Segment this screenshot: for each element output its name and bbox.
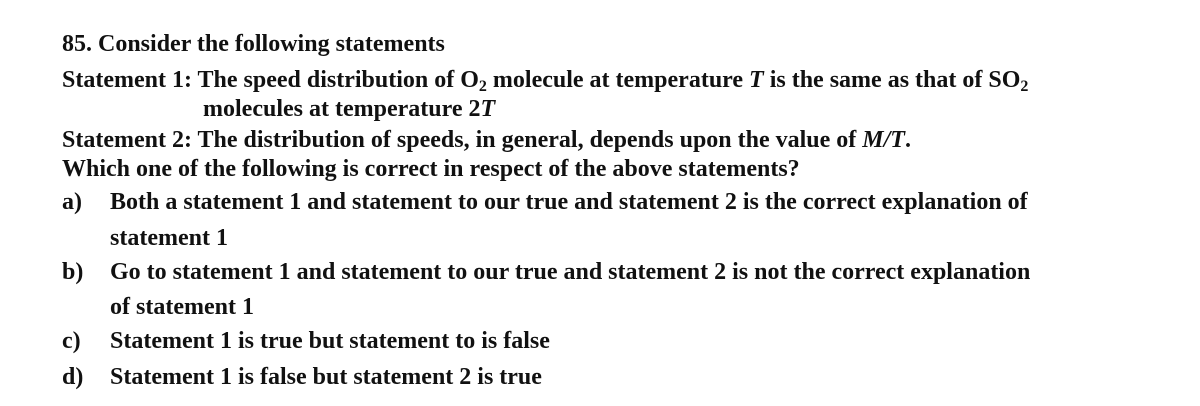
option-b-text: Go to statement 1 and statement to our true and statement 2 is not the correct explanation [110,259,1031,285]
option-a-text: Both a statement 1 and statement to our true and statement 2 is the correct explanation of [110,189,1028,215]
statement-1-cont-text: molecules at temperature 2 [203,96,481,122]
option-a-letter: a) [62,189,82,215]
option-c-letter: c) [62,328,81,354]
statement-1-text-mid: molecule at temperature [486,67,750,93]
statement-1 [62,66,1028,94]
question-ask: Which one of the following is correct in respect of the above statements? [62,156,800,182]
statement-2 [62,126,911,154]
option-a-text-continued: statement 1 [110,225,228,251]
temperature-variable-2: T [480,96,496,122]
question-title: 85. Consider the following statements [62,31,445,57]
option-d-letter: d) [62,364,84,390]
statement-2-text: Statement 2: The distribution of speeds, in general, depends upon the value of [62,127,863,153]
temperature-variable: T [749,67,764,93]
option-c-text: Statement 1 is true but statement to is false [110,328,550,354]
statement-2-period: . [904,127,911,153]
m-over-t-variable: M/T [862,127,905,153]
option-b-letter: b) [62,259,84,285]
option-d-text: Statement 1 is false but statement 2 is true [110,364,542,390]
o2-subscript: 2 [478,78,487,95]
statement-1-continuation [203,95,495,123]
statement-1-text-mid2: is the same as that of SO [763,67,1021,93]
option-b-text-continued: of statement 1 [110,294,254,320]
so2-subscript: 2 [1020,78,1029,95]
statement-1-text: Statement 1: The speed distribution of O [62,67,479,93]
